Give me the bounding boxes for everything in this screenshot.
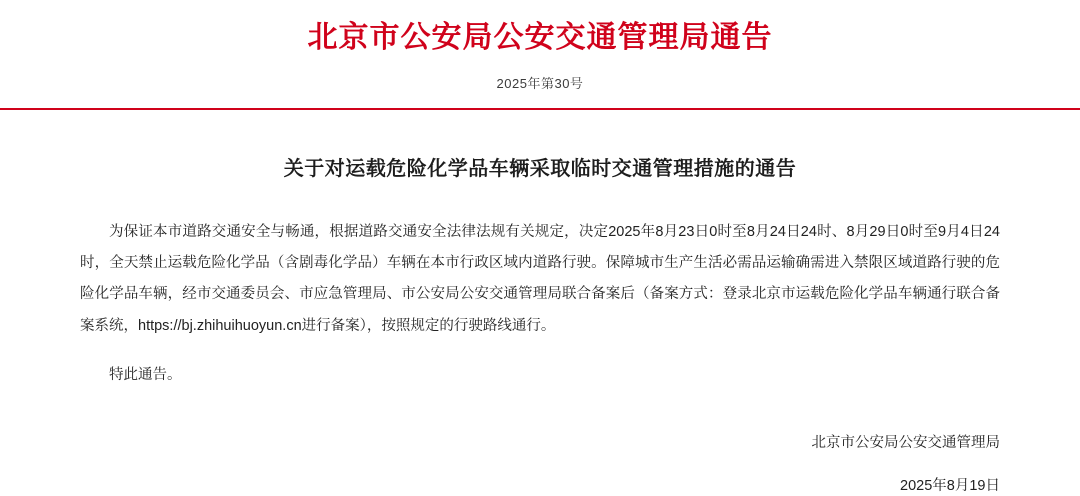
masthead — [0, 0, 1080, 92]
body-paragraph: 特此通告。 — [109, 366, 182, 383]
signature-block — [80, 431, 1000, 495]
masthead-issue-number: 2025年第30号 — [496, 76, 584, 91]
signature-date: 2025年8月19日 — [900, 477, 1000, 494]
document-title: 关于对运载危险化学品车辆采取临时交通管理措施的通告 — [283, 158, 797, 180]
document-body — [80, 181, 1000, 391]
signature-organization: 北京市公安局公安交通管理局 — [811, 434, 1000, 451]
red-divider-rule — [0, 108, 1080, 110]
body-paragraph: 为保证本市道路交通安全与畅通，根据道路交通安全法律法规有关规定，决定2025年8月23日0时至8月24日24时、8月29日0时至9月4日24时，全天禁止运载危险化学品（含剧毒化学品）车辆在本市行政区域内道路行驶。保障城市生产生活必需品运输确需进入禁限区域道路行驶的危险化学品车辆，经市交通委员会、市应急管理局、市公安局公安交通管理局联合备案后（备案方式：登录北京市运载危险化学品车辆通行联合备案系统，https://bj.zhihuihuoyun.cn进行备案），按照规定的行驶路线通行。 — [80, 224, 1000, 334]
masthead-title: 北京市公安局公安交通管理局通告 — [307, 20, 773, 55]
